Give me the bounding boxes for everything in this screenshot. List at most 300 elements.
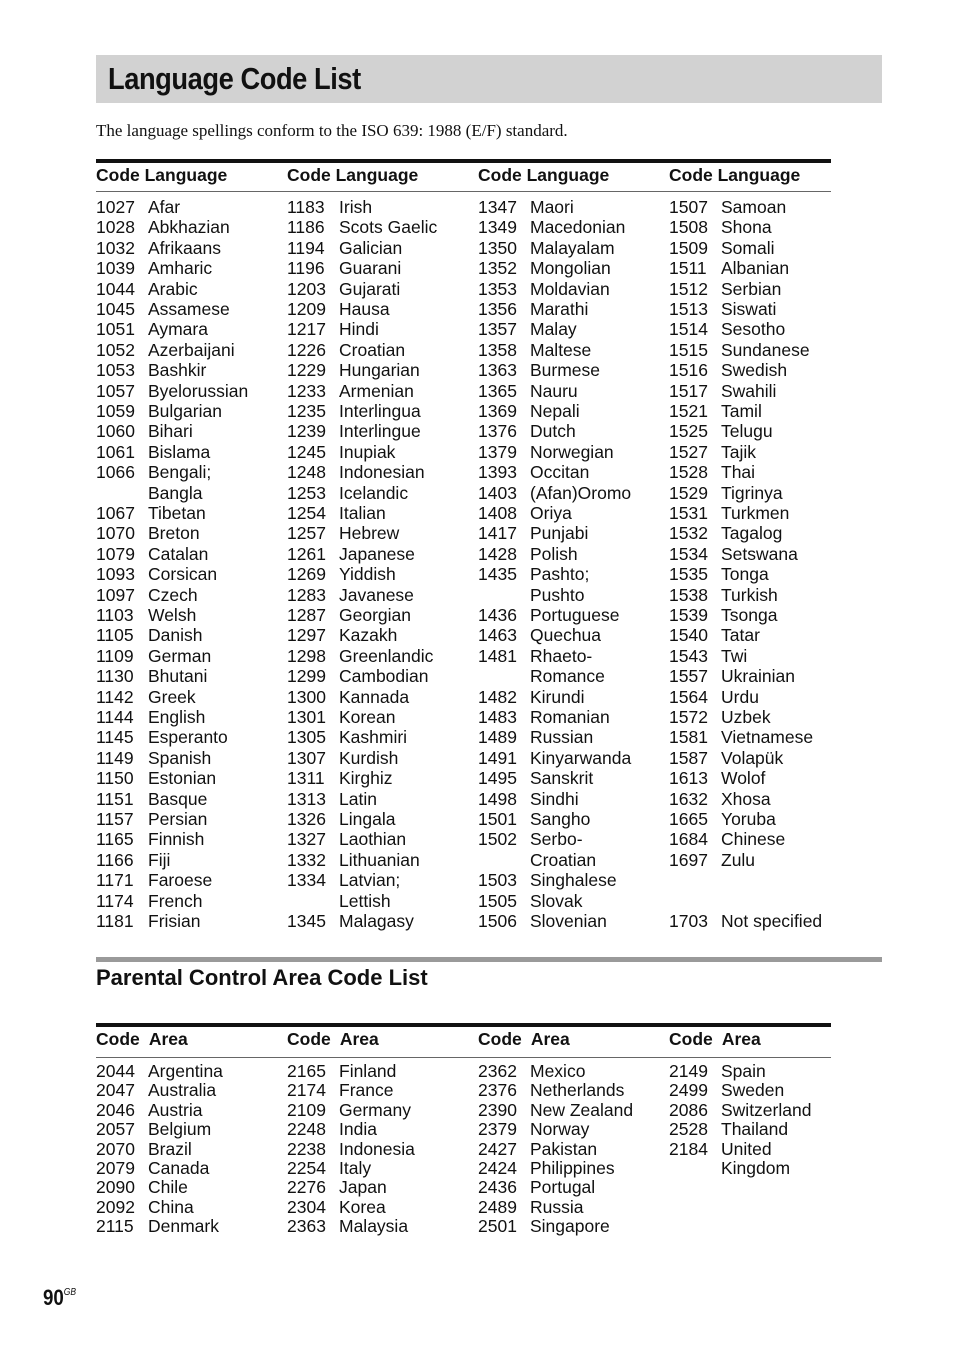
code-cell: 2115 <box>96 1216 134 1237</box>
name-cell: Pushto <box>530 584 585 605</box>
code-cell: 2057 <box>96 1119 135 1140</box>
table-top-rule <box>96 159 831 163</box>
name-cell: Brazil <box>148 1138 192 1159</box>
name-cell: Telugu <box>721 421 773 442</box>
code-cell: 1539 <box>669 605 708 625</box>
name-cell: Spain <box>721 1061 766 1081</box>
code-cell: 1514 <box>669 319 708 340</box>
code-cell: 1357 <box>478 319 517 340</box>
code-cell: 1534 <box>669 543 708 564</box>
code-cell: 1297 <box>287 625 326 646</box>
code-cell: 1174 <box>96 890 134 911</box>
name-cell: Japanese <box>339 543 415 564</box>
code-cell: 1028 <box>96 217 135 238</box>
code-cell: 1356 <box>478 299 517 319</box>
name-cell: Australia <box>148 1080 217 1101</box>
name-cell: Burmese <box>530 360 601 381</box>
name-cell: Canada <box>148 1158 210 1178</box>
name-cell: Malaysia <box>339 1216 409 1237</box>
name-cell: Yiddish <box>339 564 396 585</box>
code-cell: 1269 <box>287 564 326 585</box>
name-cell: Bashkir <box>148 360 207 381</box>
code-cell: 1109 <box>96 645 134 666</box>
name-cell: English <box>148 707 206 727</box>
code-cell: 1369 <box>478 401 517 421</box>
name-cell: Austria <box>148 1099 203 1120</box>
code-cell: 1044 <box>96 278 135 299</box>
code-cell: 1540 <box>669 625 708 646</box>
name-cell: Tonga <box>721 564 769 585</box>
code-cell: 1516 <box>669 360 708 381</box>
name-cell: Finland <box>339 1061 397 1081</box>
code-cell: 1171 <box>96 870 134 891</box>
code-cell: 1186 <box>287 217 325 238</box>
code-cell: 1403 <box>478 482 517 503</box>
code-cell: 1435 <box>478 564 517 585</box>
code-cell: 1535 <box>669 564 708 585</box>
code-cell: 1257 <box>287 523 326 544</box>
name-cell: Albanian <box>721 258 790 279</box>
code-cell: 1151 <box>96 788 134 809</box>
name-cell: Thailand <box>721 1119 789 1140</box>
table-header-rule <box>96 1057 831 1058</box>
code-cell: 1503 <box>478 870 517 891</box>
name-cell: Aymara <box>148 319 208 340</box>
code-cell: 2149 <box>669 1061 708 1081</box>
code-cell: 2276 <box>287 1177 326 1198</box>
name-cell: Indonesian <box>339 462 425 483</box>
name-cell: Singapore <box>530 1216 610 1237</box>
column-header: Code Language <box>478 165 610 185</box>
name-cell: Malay <box>530 319 577 340</box>
code-cell: 1253 <box>287 482 326 503</box>
name-cell: Chile <box>148 1177 188 1198</box>
name-cell: Greenlandic <box>339 645 434 666</box>
name-cell: Kashmiri <box>339 727 408 748</box>
name-cell: China <box>148 1196 194 1217</box>
code-cell: 1703 <box>669 911 708 931</box>
name-cell: Sindhi <box>530 788 579 809</box>
code-cell: 1527 <box>669 441 708 462</box>
code-cell: 1613 <box>669 768 708 789</box>
name-cell: Lingala <box>339 809 396 829</box>
code-cell: 1481 <box>478 645 517 666</box>
name-cell: Korea <box>339 1196 386 1217</box>
name-cell: Serbo- <box>530 829 583 850</box>
name-cell: Afar <box>148 197 181 217</box>
code-cell: 1053 <box>96 360 135 381</box>
name-cell: Hebrew <box>339 523 400 544</box>
code-cell: 2304 <box>287 1196 326 1217</box>
code-cell: 1564 <box>669 686 708 707</box>
table-header-rule <box>96 191 831 192</box>
name-cell: Mexico <box>530 1061 586 1081</box>
name-cell: Maori <box>530 197 574 217</box>
code-cell: 1508 <box>669 217 708 238</box>
name-cell: Javanese <box>339 584 414 605</box>
code-cell: 1052 <box>96 339 135 360</box>
code-cell: 1417 <box>478 523 517 544</box>
code-cell: 2363 <box>287 1216 326 1237</box>
code-cell: 1067 <box>96 503 135 523</box>
code-cell: 1061 <box>96 441 135 462</box>
name-cell: Lithuanian <box>339 849 420 870</box>
name-cell: Wolof <box>721 768 766 789</box>
code-cell: 1509 <box>669 237 708 258</box>
code-cell: 1334 <box>287 870 326 891</box>
code-cell: 1181 <box>96 911 134 931</box>
code-cell: 1070 <box>96 523 135 544</box>
code-cell: 1149 <box>96 747 134 768</box>
name-cell: Germany <box>339 1099 411 1120</box>
code-cell: 1529 <box>669 482 708 503</box>
code-cell: 1428 <box>478 543 517 564</box>
name-cell: Denmark <box>148 1216 219 1237</box>
name-cell: Japan <box>339 1177 387 1198</box>
code-cell: 2436 <box>478 1177 517 1198</box>
name-cell: Scots Gaelic <box>339 217 438 238</box>
code-cell: 2489 <box>478 1196 517 1217</box>
name-cell: Hindi <box>339 319 379 340</box>
name-cell: Samoan <box>721 197 787 217</box>
area-code-table <box>96 1023 831 1243</box>
code-cell: 2501 <box>478 1216 517 1237</box>
name-cell: Oriya <box>530 503 572 523</box>
code-cell: 1307 <box>287 747 326 768</box>
name-cell: Byelorussian <box>148 380 249 401</box>
code-cell: 1300 <box>287 686 326 707</box>
code-cell: 1517 <box>669 380 708 401</box>
code-cell: 2362 <box>478 1061 517 1081</box>
code-cell: 1532 <box>669 523 708 544</box>
column-header: Code Language <box>96 165 228 185</box>
name-cell: Lettish <box>339 890 391 911</box>
code-cell: 1543 <box>669 645 708 666</box>
code-cell: 1332 <box>287 849 326 870</box>
name-cell: Swahili <box>721 380 777 401</box>
name-cell: Tatar <box>721 625 760 646</box>
name-cell: Zulu <box>721 849 756 870</box>
name-cell: French <box>148 890 203 911</box>
code-cell: 1502 <box>478 829 517 850</box>
name-cell: Basque <box>148 788 208 809</box>
code-cell: 1408 <box>478 503 517 523</box>
code-cell: 1057 <box>96 380 135 401</box>
code-cell: 1376 <box>478 421 517 442</box>
name-cell: Greek <box>148 686 196 707</box>
code-cell: 1358 <box>478 339 517 360</box>
name-cell: Gujarati <box>339 278 401 299</box>
name-cell: Armenian <box>339 380 414 401</box>
name-cell: Tibetan <box>148 503 206 523</box>
name-cell: Hausa <box>339 299 390 319</box>
code-cell: 1027 <box>96 197 135 217</box>
name-cell: Corsican <box>148 564 218 585</box>
code-cell: 1196 <box>287 258 325 279</box>
name-cell: Bengali; <box>148 462 212 483</box>
code-cell: 1572 <box>669 707 708 727</box>
name-cell: Nauru <box>530 380 578 401</box>
code-cell: 1157 <box>96 809 134 829</box>
code-cell: 1491 <box>478 747 517 768</box>
code-cell: 2070 <box>96 1138 135 1159</box>
name-cell: Quechua <box>530 625 602 646</box>
name-cell: Belgium <box>148 1119 212 1140</box>
code-cell: 1130 <box>96 666 134 687</box>
name-cell: Portuguese <box>530 605 620 625</box>
code-cell: 2044 <box>96 1061 135 1081</box>
name-cell: Occitan <box>530 462 590 483</box>
code-cell: 1298 <box>287 645 326 666</box>
section-divider <box>96 957 882 962</box>
name-cell: Latvian; <box>339 870 401 891</box>
name-cell: Welsh <box>148 605 197 625</box>
code-cell: 1226 <box>287 339 326 360</box>
name-cell: Frisian <box>148 911 201 931</box>
code-cell: 1305 <box>287 727 326 748</box>
name-cell: Icelandic <box>339 482 409 503</box>
name-cell: Guarani <box>339 258 402 279</box>
language-code-table <box>96 159 831 949</box>
name-cell: France <box>339 1080 394 1101</box>
name-cell: Interlingue <box>339 421 421 442</box>
code-cell: 1039 <box>96 258 135 279</box>
code-cell: 1528 <box>669 462 708 483</box>
code-cell: 1311 <box>287 768 325 789</box>
name-cell: Marathi <box>530 299 589 319</box>
code-cell: 2427 <box>478 1138 517 1159</box>
name-cell: Slovenian <box>530 911 607 931</box>
code-cell: 2092 <box>96 1196 135 1217</box>
name-cell: Italian <box>339 503 386 523</box>
name-cell: Esperanto <box>148 727 228 748</box>
code-cell: 1144 <box>96 707 134 727</box>
code-cell: 1513 <box>669 299 708 319</box>
code-cell: 1531 <box>669 503 708 523</box>
name-cell: Serbian <box>721 278 782 299</box>
code-cell: 1482 <box>478 686 517 707</box>
code-cell: 1327 <box>287 829 326 850</box>
name-cell: German <box>148 645 212 666</box>
name-cell: Kirundi <box>530 686 585 707</box>
code-cell: 1521 <box>669 401 708 421</box>
name-cell: Persian <box>148 809 208 829</box>
code-cell: 1511 <box>669 258 707 279</box>
name-cell: Urdu <box>721 686 759 707</box>
code-cell: 1166 <box>96 849 134 870</box>
name-cell: Afrikaans <box>148 237 221 258</box>
name-cell: Shona <box>721 217 772 238</box>
code-cell: 1287 <box>287 605 326 625</box>
name-cell: Norwegian <box>530 441 614 462</box>
code-cell: 2379 <box>478 1119 517 1140</box>
name-cell: Moldavian <box>530 278 610 299</box>
name-cell: Romanian <box>530 707 610 727</box>
name-cell: Russian <box>530 727 594 748</box>
name-cell: Tagalog <box>721 523 783 544</box>
name-cell: Irish <box>339 197 373 217</box>
code-cell: 1684 <box>669 829 708 850</box>
code-cell: 1032 <box>96 237 135 258</box>
name-cell: Catalan <box>148 543 209 564</box>
name-cell: Slovak <box>530 890 583 911</box>
name-cell: Dutch <box>530 421 576 442</box>
code-cell: 1045 <box>96 299 135 319</box>
code-cell: 1350 <box>478 237 517 258</box>
name-cell: Danish <box>148 625 203 646</box>
code-cell: 2174 <box>287 1080 326 1101</box>
code-cell: 1495 <box>478 768 517 789</box>
name-cell: Romance <box>530 666 605 687</box>
code-cell: 2165 <box>287 1061 326 1081</box>
name-cell: Yoruba <box>721 809 776 829</box>
code-cell: 2528 <box>669 1119 708 1140</box>
name-cell: Kingdom <box>721 1158 791 1178</box>
code-cell: 1209 <box>287 299 326 319</box>
code-cell: 2248 <box>287 1119 326 1140</box>
name-cell: Bulgarian <box>148 401 222 421</box>
code-cell: 1254 <box>287 503 326 523</box>
name-cell: Thai <box>721 462 756 483</box>
code-cell: 2046 <box>96 1099 135 1120</box>
name-cell: Sweden <box>721 1080 785 1101</box>
name-cell: Uzbek <box>721 707 771 727</box>
name-cell: Kazakh <box>339 625 398 646</box>
name-cell: Amharic <box>148 258 213 279</box>
name-cell: Russia <box>530 1196 584 1217</box>
page-number: $90^{GB}$ <box>43 1285 77 1310</box>
name-cell: Czech <box>148 584 198 605</box>
code-cell: 1299 <box>287 666 326 687</box>
name-cell: Tigrinya <box>721 482 783 503</box>
name-cell: Indonesia <box>339 1138 415 1159</box>
name-cell: Argentina <box>148 1061 223 1081</box>
code-cell: 1365 <box>478 380 517 401</box>
name-cell: Maltese <box>530 339 592 360</box>
section-title: Parental Control Area Code List <box>96 965 428 990</box>
name-cell: Switzerland <box>721 1099 812 1120</box>
code-cell: 1229 <box>287 360 326 381</box>
code-cell: 1489 <box>478 727 517 748</box>
name-cell: Tajik <box>721 441 757 462</box>
name-cell: Kurdish <box>339 747 399 768</box>
column-header: Code Language <box>669 165 801 185</box>
code-cell: 1326 <box>287 809 326 829</box>
name-cell: Sesotho <box>721 319 786 340</box>
name-cell: Italy <box>339 1158 372 1178</box>
column-header: Code Area <box>96 1029 188 1049</box>
name-cell: Sanskrit <box>530 768 594 789</box>
code-cell: 2184 <box>669 1138 708 1159</box>
name-cell: Breton <box>148 523 200 544</box>
code-cell: 1393 <box>478 462 517 483</box>
code-cell: 1283 <box>287 584 326 605</box>
name-cell: Rhaeto- <box>530 645 593 666</box>
code-cell: 1505 <box>478 890 517 911</box>
name-cell: Bihari <box>148 421 193 442</box>
page-title: Language Code List <box>108 61 361 96</box>
code-cell: 1463 <box>478 625 517 646</box>
code-cell: 1066 <box>96 462 135 483</box>
name-cell: Latin <box>339 788 377 809</box>
name-cell: Tsonga <box>721 605 778 625</box>
code-cell: 2047 <box>96 1080 135 1101</box>
code-cell: 2424 <box>478 1158 517 1178</box>
name-cell: Faroese <box>148 870 213 891</box>
code-cell: 1165 <box>96 829 134 850</box>
name-cell: Inupiak <box>339 441 396 462</box>
name-cell: Macedonian <box>530 217 626 238</box>
name-cell: (Afan)Oromo <box>530 482 632 503</box>
name-cell: Pashto; <box>530 564 590 585</box>
code-cell: 1183 <box>287 197 325 217</box>
name-cell: Interlingua <box>339 401 421 421</box>
name-cell: India <box>339 1119 377 1140</box>
name-cell: Georgian <box>339 605 411 625</box>
code-cell: 1581 <box>669 727 708 748</box>
code-cell: 2238 <box>287 1138 326 1159</box>
code-cell: 1245 <box>287 441 326 462</box>
name-cell: Azerbaijani <box>148 339 235 360</box>
code-cell: 1379 <box>478 441 517 462</box>
code-cell: 1093 <box>96 564 135 585</box>
name-cell: Punjabi <box>530 523 589 544</box>
name-cell: Kinyarwanda <box>530 747 632 768</box>
column-header: Code Area <box>287 1029 379 1049</box>
name-cell: Kannada <box>339 686 410 707</box>
code-cell: 1345 <box>287 911 326 931</box>
name-cell: Sundanese <box>721 339 810 360</box>
code-cell: 1097 <box>96 584 135 605</box>
name-cell: Mongolian <box>530 258 611 279</box>
code-cell: 1105 <box>96 625 134 646</box>
name-cell: Vietnamese <box>721 727 814 748</box>
name-cell: Norway <box>530 1119 590 1140</box>
name-cell: Kirghiz <box>339 768 393 789</box>
code-cell: 1436 <box>478 605 517 625</box>
name-cell: Tamil <box>721 401 762 421</box>
code-cell: 1512 <box>669 278 708 299</box>
name-cell: Turkish <box>721 584 778 605</box>
code-cell: 1557 <box>669 666 708 687</box>
code-cell: 2499 <box>669 1080 708 1101</box>
code-cell: 1483 <box>478 707 517 727</box>
name-cell: Pakistan <box>530 1138 598 1159</box>
code-cell: 1515 <box>669 339 708 360</box>
name-cell: Nepali <box>530 401 580 421</box>
code-cell: 1538 <box>669 584 708 605</box>
name-cell: Singhalese <box>530 870 617 891</box>
code-cell: 1301 <box>287 707 326 727</box>
name-cell: Somali <box>721 237 775 258</box>
name-cell: Polish <box>530 543 578 564</box>
code-cell: 1145 <box>96 727 134 748</box>
name-cell: Malayalam <box>530 237 615 258</box>
name-cell: Finnish <box>148 829 205 850</box>
name-cell: Croatian <box>530 849 597 870</box>
name-cell: Galician <box>339 237 403 258</box>
column-header: Code Area <box>669 1029 761 1049</box>
name-cell: United <box>721 1138 772 1159</box>
code-cell: 1665 <box>669 809 708 829</box>
code-cell: 1525 <box>669 421 708 442</box>
code-cell: 1233 <box>287 380 326 401</box>
name-cell: Siswati <box>721 299 777 319</box>
title-bar <box>96 55 882 103</box>
name-cell: Abkhazian <box>148 217 230 238</box>
name-cell: Philippines <box>530 1158 615 1178</box>
name-cell: Arabic <box>148 278 198 299</box>
